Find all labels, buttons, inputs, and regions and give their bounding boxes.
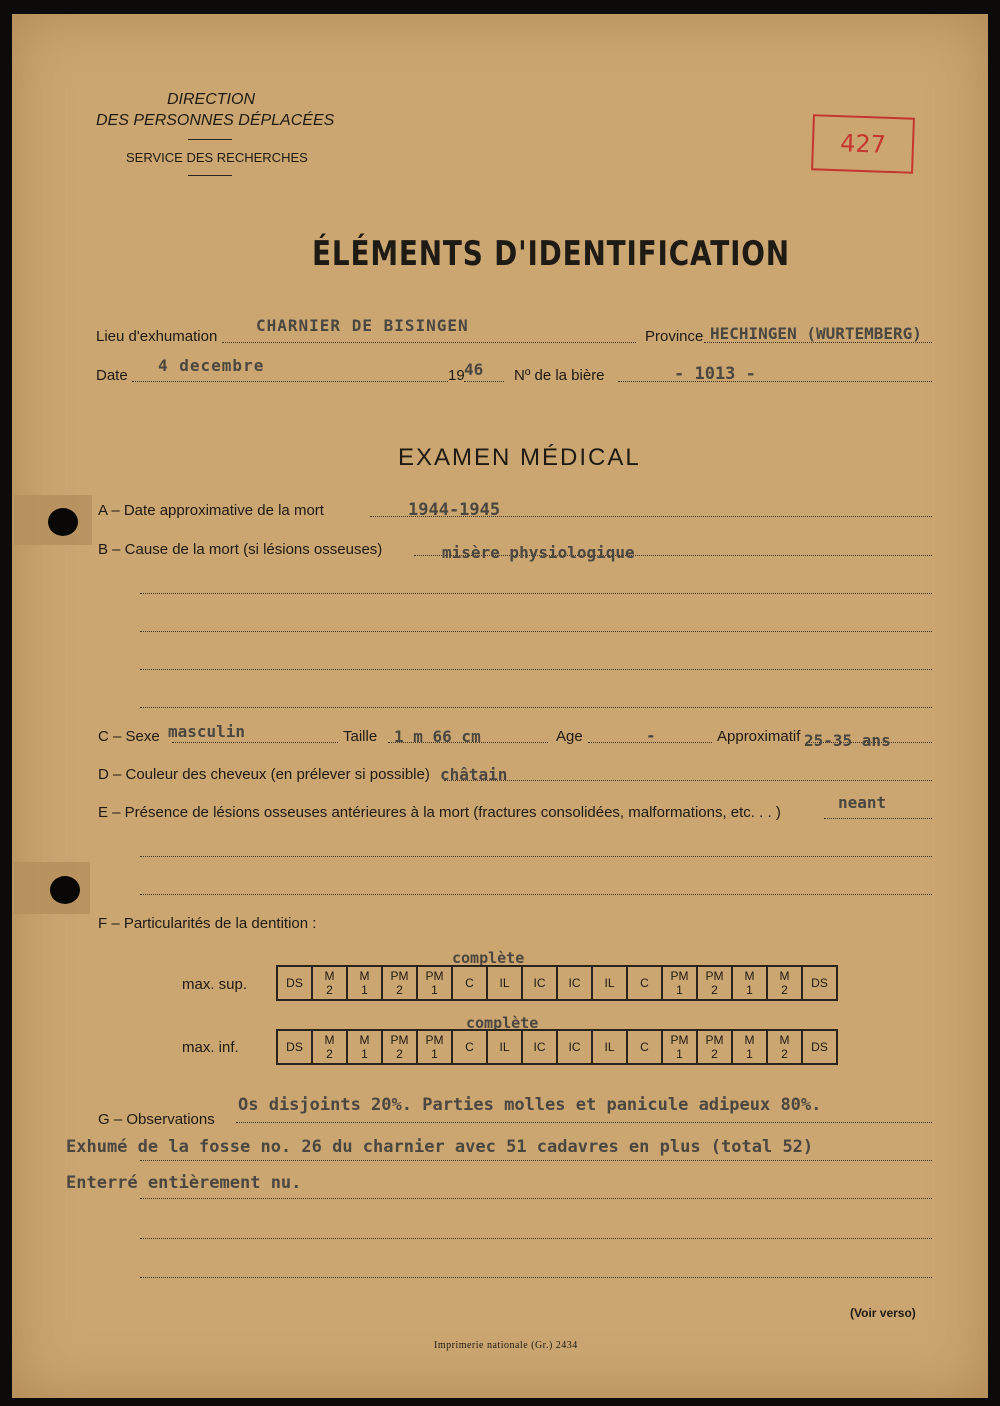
tooth-type: M	[359, 1033, 370, 1047]
biere-dotted-line	[618, 381, 932, 382]
upper-tooth-cell	[732, 966, 767, 1000]
lower-tooth-cell	[522, 1030, 557, 1064]
tooth-type: M	[359, 969, 370, 983]
lower-tooth-cell	[802, 1030, 837, 1064]
tooth-type: IC	[568, 1040, 581, 1054]
tooth-number: 2	[711, 983, 718, 997]
max-sup-label: max. sup.	[182, 976, 248, 993]
lower-tooth-cell	[312, 1030, 347, 1064]
upper-tooth-cell	[627, 966, 662, 1000]
tooth-number: 1	[746, 983, 753, 997]
upper-tooth-cell	[417, 966, 452, 1000]
exam-b-label: B – Cause de la mort (si lésions osseuses)	[98, 541, 383, 558]
lower-tooth-cell	[557, 1030, 592, 1064]
upper-tooth-cell	[277, 966, 312, 1000]
header-personnes-deplacees: DES PERSONNES DÉPLACÉES	[96, 112, 335, 129]
tooth-type: M	[779, 969, 790, 983]
tooth-number: 2	[711, 1047, 718, 1061]
document-title: ÉLÉMENTS D'IDENTIFICATION	[312, 234, 790, 274]
exam-b-blank-line-1	[140, 593, 932, 594]
tooth-type: C	[465, 976, 474, 990]
tooth-type: C	[465, 1040, 474, 1054]
exam-c-approx-label: Approximatif	[717, 728, 801, 745]
lieu-label: Lieu d'exhumation	[96, 328, 218, 345]
upper-tooth-cell	[312, 966, 347, 1000]
exam-a-value: 1944-1945	[408, 500, 501, 520]
exam-b-value: misère physiologique	[442, 543, 635, 562]
biere-label: Nº de la bière	[514, 367, 605, 384]
exam-d-dotted-line	[444, 780, 932, 781]
observations-dotted-line-5	[140, 1277, 932, 1278]
voir-verso-note: (Voir verso)	[850, 1306, 916, 1320]
tooth-type: PM	[425, 969, 444, 983]
max-inf-value: complète	[466, 1014, 539, 1032]
exam-d-label: D – Couleur des cheveux (en prélever si possible)	[98, 766, 430, 783]
tooth-type: PM	[670, 969, 689, 983]
lower-tooth-cell	[697, 1030, 732, 1064]
tooth-type: PM	[425, 1033, 444, 1047]
exam-e-label: E – Présence de lésions osseuses antérieures à la mort (fractures consolidées, malformations, etc. . . )	[98, 804, 781, 821]
tooth-number: 1	[431, 1047, 438, 1061]
lower-tooth-cell	[277, 1030, 312, 1064]
tooth-type: PM	[390, 969, 409, 983]
year-prefix: 19	[448, 367, 465, 384]
tooth-number: 2	[396, 983, 403, 997]
observations-dotted-line-3	[140, 1198, 932, 1199]
lieu-dotted-line	[222, 342, 636, 343]
year-dotted-line	[464, 381, 504, 382]
upper-tooth-cell	[662, 966, 697, 1000]
exam-e-blank-line-2	[140, 894, 932, 895]
teeth-upper-chart	[276, 965, 838, 1001]
observations-line-2: Exhumé de la fosse no. 26 du charnier avec 51 cadavres en plus (total 52)	[66, 1137, 814, 1157]
exam-d-value: châtain	[440, 765, 508, 784]
section-title-examen: EXAMEN MÉDICAL	[398, 444, 641, 471]
exam-c-taille-value: 1 m 66 cm	[394, 727, 481, 746]
biere-value: - 1013 -	[674, 364, 756, 384]
tooth-type: DS	[811, 1040, 828, 1054]
header-service: SERVICE DES RECHERCHES	[126, 150, 308, 165]
upper-tooth-cell	[802, 966, 837, 1000]
lower-tooth-cell	[487, 1030, 522, 1064]
date-dotted-line	[132, 381, 448, 382]
tooth-number: 2	[326, 1047, 333, 1061]
tooth-number: 2	[326, 983, 333, 997]
province-value: HECHINGEN (WURTEMBERG)	[710, 324, 922, 343]
tooth-type: M	[744, 1033, 755, 1047]
date-label: Date	[96, 367, 128, 384]
tooth-type: M	[744, 969, 755, 983]
exam-c-sexe-label: C – Sexe	[98, 728, 160, 745]
tooth-type: IC	[568, 976, 581, 990]
tooth-number: 1	[746, 1047, 753, 1061]
tooth-type: C	[640, 976, 649, 990]
upper-tooth-cell	[592, 966, 627, 1000]
tooth-number: 1	[361, 1047, 368, 1061]
observations-line-1: Os disjoints 20%. Parties molles et panicule adipeux 80%.	[238, 1095, 822, 1115]
max-sup-value: complète	[452, 949, 525, 967]
exam-b-blank-line-4	[140, 707, 932, 708]
exam-e-value: neant	[838, 793, 887, 812]
upper-tooth-cell	[767, 966, 802, 1000]
header-rule-2	[188, 175, 232, 176]
upper-tooth-cell	[522, 966, 557, 1000]
lower-tooth-cell	[592, 1030, 627, 1064]
lower-tooth-cell	[767, 1030, 802, 1064]
upper-tooth-cell	[697, 966, 732, 1000]
tooth-type: IL	[499, 976, 510, 990]
observations-line-3: Enterré entièrement nu.	[66, 1173, 302, 1193]
exam-b-blank-line-3	[140, 669, 932, 670]
lieu-value: CHARNIER DE BISINGEN	[256, 316, 469, 335]
exam-c-age-value: -	[646, 726, 657, 745]
lower-tooth-cell	[662, 1030, 697, 1064]
tooth-type: IL	[604, 976, 615, 990]
observations-dotted-line-2	[140, 1160, 932, 1161]
upper-tooth-cell	[347, 966, 382, 1000]
tooth-number: 1	[676, 983, 683, 997]
upper-tooth-cell	[557, 966, 592, 1000]
tooth-type: M	[324, 1033, 335, 1047]
exam-c-sexe-value: masculin	[168, 722, 246, 741]
punch-hole-top	[48, 508, 78, 536]
lower-tooth-cell	[347, 1030, 382, 1064]
lower-tooth-cell	[452, 1030, 487, 1064]
tooth-number: 2	[396, 1047, 403, 1061]
exam-g-label: G – Observations	[98, 1111, 215, 1128]
max-inf-label: max. inf.	[182, 1039, 239, 1056]
exam-e-blank-line-1	[140, 856, 932, 857]
exam-c-sexe-dotted-line	[172, 742, 338, 743]
exam-f-label: F – Particularités de la dentition :	[98, 915, 317, 932]
tooth-number: 1	[431, 983, 438, 997]
observations-dotted-line-1	[236, 1122, 932, 1123]
tooth-type: M	[324, 969, 335, 983]
tooth-type: DS	[286, 1040, 303, 1054]
tooth-type: IL	[499, 1040, 510, 1054]
tooth-number: 2	[781, 983, 788, 997]
tooth-type: C	[640, 1040, 649, 1054]
exam-a-label: A – Date approximative de la mort	[98, 502, 324, 519]
lower-tooth-cell	[627, 1030, 662, 1064]
tooth-number: 1	[676, 1047, 683, 1061]
tooth-number: 2	[781, 1047, 788, 1061]
tooth-type: PM	[705, 1033, 724, 1047]
exam-e-dotted-line	[824, 818, 932, 819]
lower-tooth-cell	[732, 1030, 767, 1064]
header-direction: DIRECTION	[167, 91, 255, 108]
date-value: 4 decembre	[158, 356, 265, 375]
tooth-type: M	[779, 1033, 790, 1047]
printer-imprint: Imprimerie nationale (Gr.) 2434	[434, 1340, 578, 1351]
upper-tooth-cell	[487, 966, 522, 1000]
upper-tooth-cell	[382, 966, 417, 1000]
exam-c-approx-value: 25-35 ans	[804, 731, 891, 750]
lower-tooth-cell	[382, 1030, 417, 1064]
exam-c-age-label: Age	[556, 728, 583, 745]
teeth-lower-chart	[276, 1029, 838, 1065]
tooth-type: IL	[604, 1040, 615, 1054]
reference-stamp: 427	[811, 114, 915, 174]
province-label: Province	[645, 328, 704, 345]
lower-tooth-cell	[417, 1030, 452, 1064]
upper-tooth-cell	[452, 966, 487, 1000]
header-rule-1	[188, 139, 232, 140]
exam-c-taille-label: Taille	[343, 728, 378, 745]
observations-dotted-line-4	[140, 1238, 932, 1239]
tooth-type: DS	[286, 976, 303, 990]
year-value: 46	[464, 360, 484, 379]
exam-b-blank-line-2	[140, 631, 932, 632]
tooth-number: 1	[361, 983, 368, 997]
punch-hole-bottom	[50, 876, 80, 904]
tooth-type: DS	[811, 976, 828, 990]
tooth-type: IC	[533, 1040, 546, 1054]
tooth-type: PM	[670, 1033, 689, 1047]
tooth-type: IC	[533, 976, 546, 990]
tooth-type: PM	[705, 969, 724, 983]
tooth-type: PM	[390, 1033, 409, 1047]
